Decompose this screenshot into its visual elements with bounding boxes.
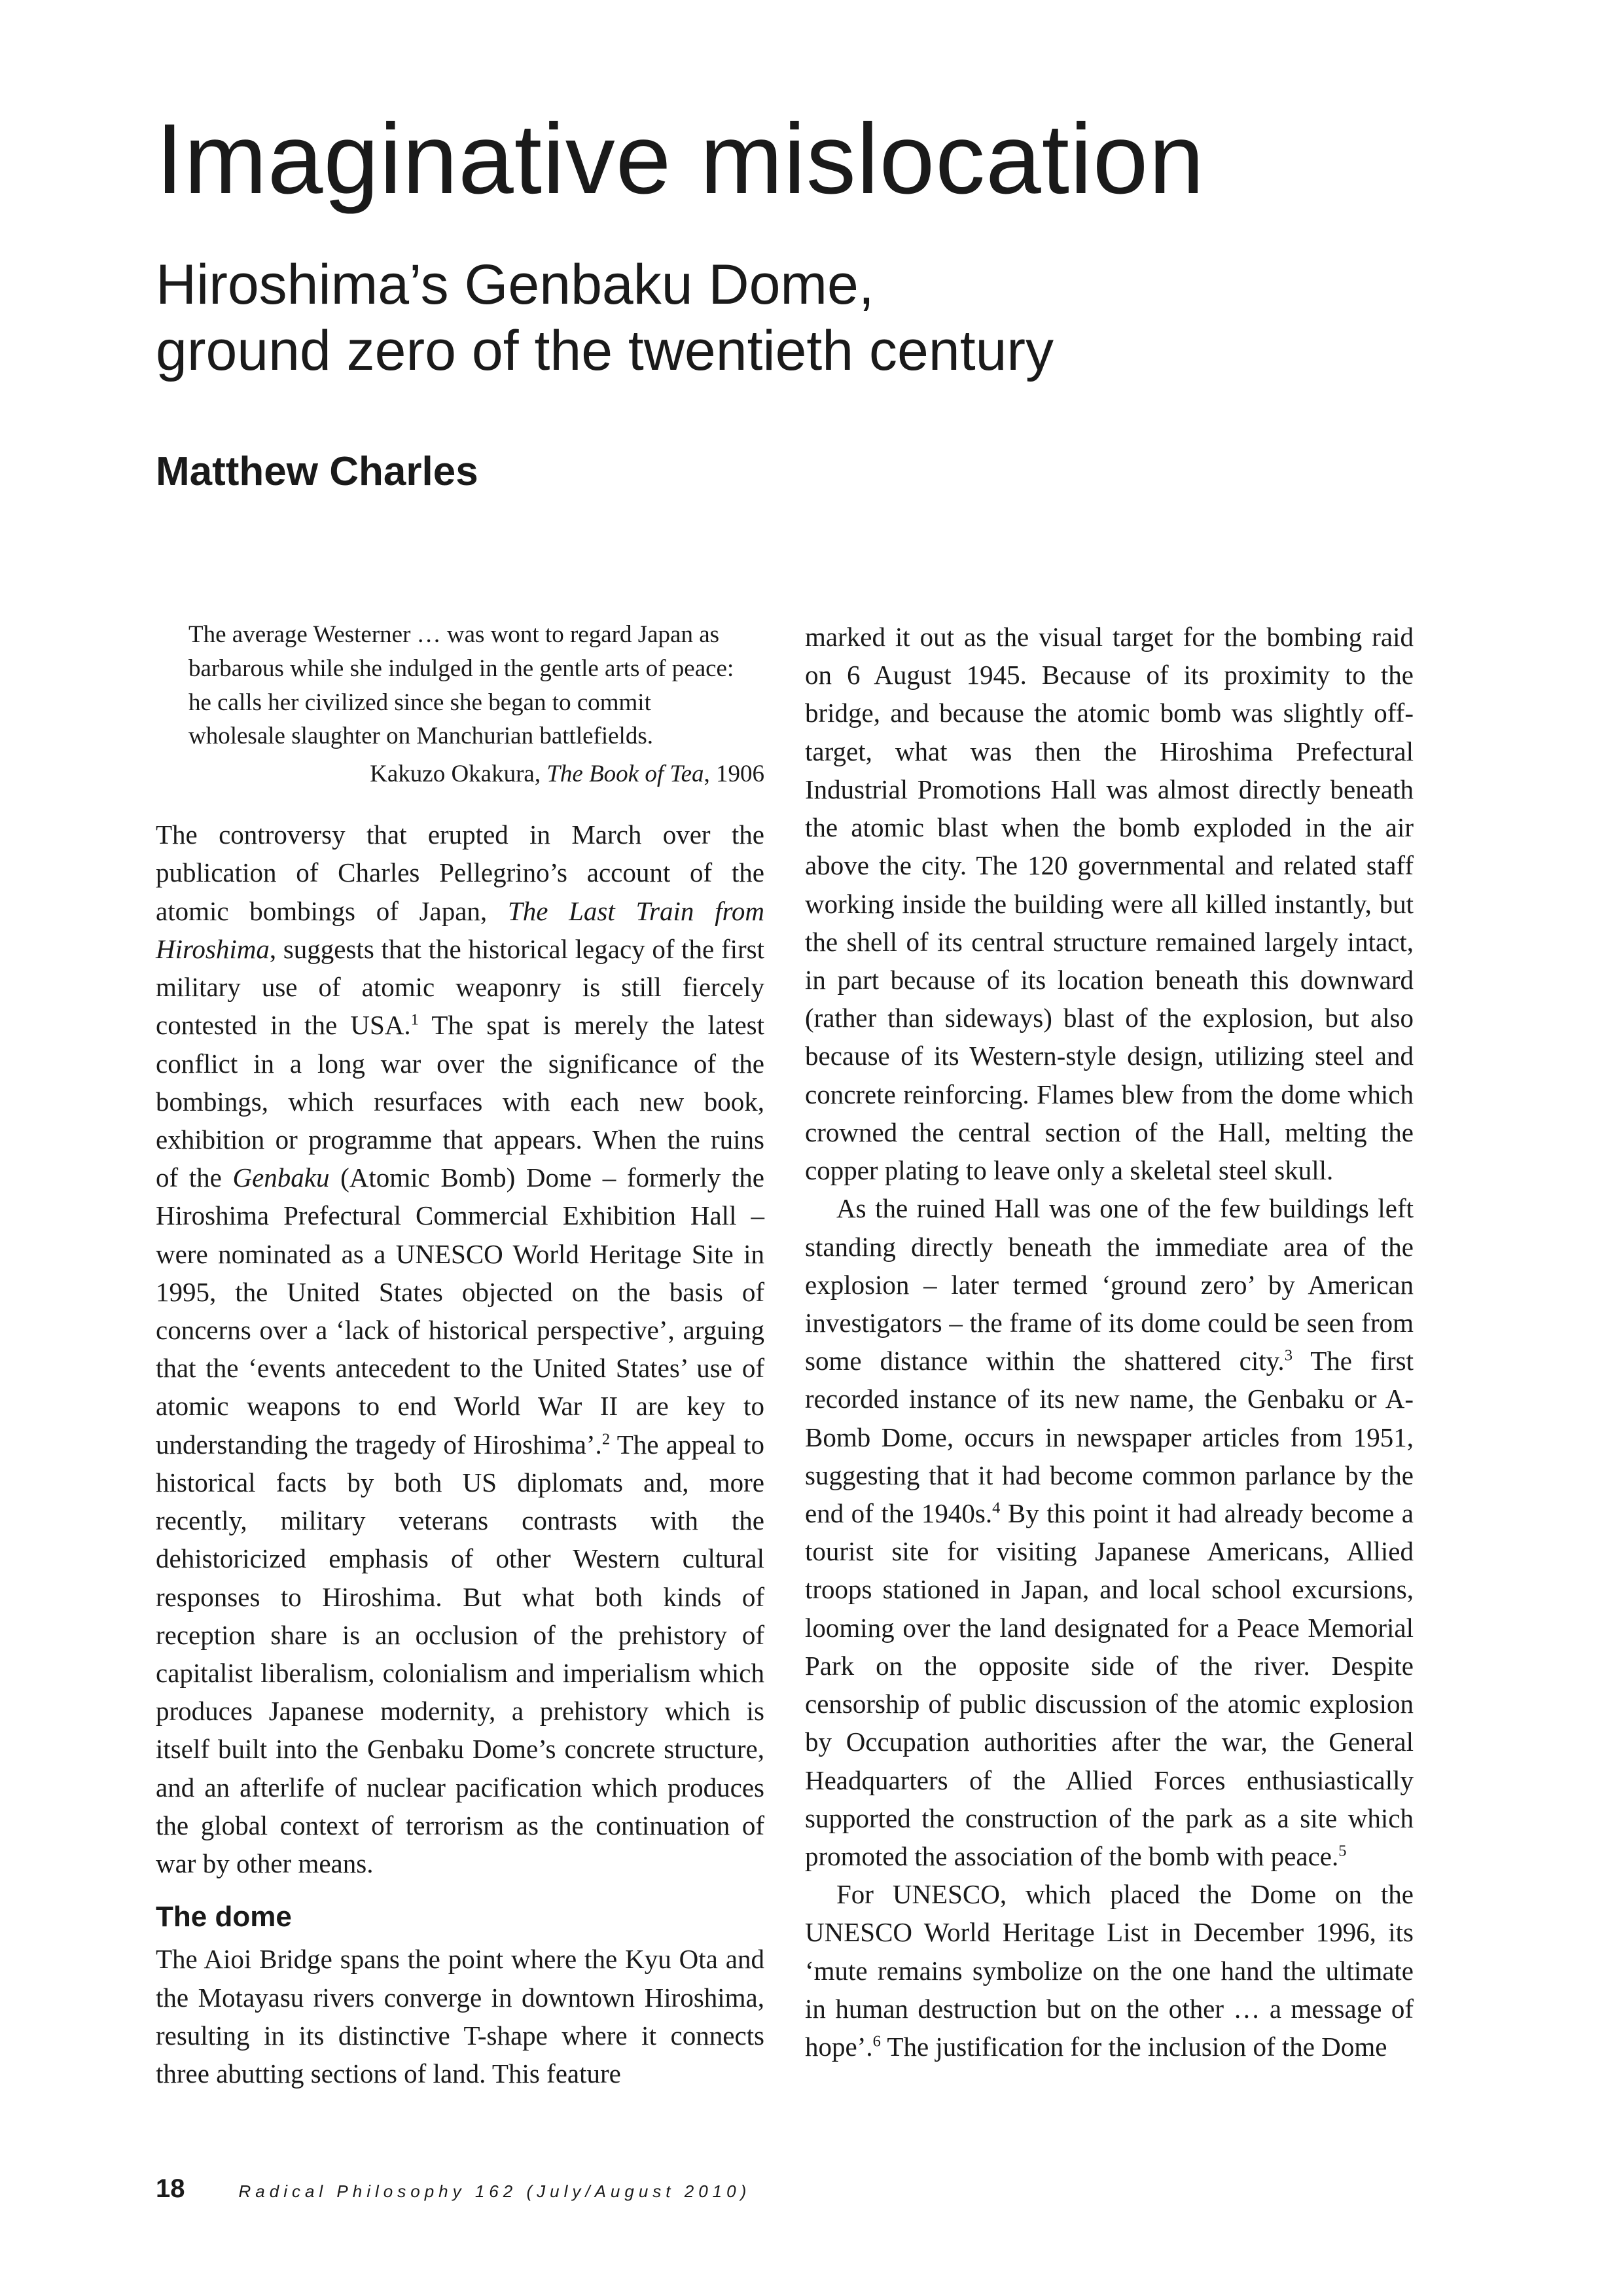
journal-citation: Radical Philosophy 162 (July/August 2010) [238, 2181, 751, 2201]
footnote-ref[interactable]: 4 [992, 1499, 1001, 1517]
epigraph-source-year: , 1906 [704, 761, 764, 788]
left-column [156, 618, 764, 2092]
subtitle-line-2: ground zero of the twentieth century [156, 319, 1054, 383]
epigraph-source-author: Kakuzo Okakura, [370, 761, 541, 788]
epigraph-quote: The average Westerner … was wont to regard Japan as barbarous while she indulged in the gentle arts of peace: he calls her civilized since she began to commit wholesale slaughter on Manchurian battlefields. [188, 621, 734, 750]
epigraph [156, 618, 764, 788]
footnote-ref[interactable]: 5 [1338, 1842, 1347, 1860]
footnote-ref[interactable]: 3 [1284, 1346, 1293, 1365]
section-heading: The dome [156, 1901, 292, 1933]
body-paragraph-1: The controversy that erupted in March over the publication of Charles Pellegrino’s account of the atomic bombings of Japan, The Last Train from Hiroshima, suggests that the historical legacy of the first military use of atomic weaponry is still fiercely contested in the USA.$^1$ The spat is merely the latest conflict in a long war over the significance of the bombings, which resurfaces with each new book, exhibition or programme that appears. When the ruins of the Genbaku (Atomic Bomb) Dome – formerly the Hiroshima Prefectural Commercial Exhibition Hall – were nominated as a UNESCO World Heritage Site in 1995, the United States objected on the basis of concerns over a ‘lack of historical perspective’, arguing that the ‘events antecedent to the United States’ use of atomic weapons to end World War II are key to understanding the tragedy of Hiroshima’.$^2$ The appeal to historical facts by both US diplomats and, more recently, military veterans contrasts with the dehistoricized emphasis of other Western cultural responses to Hiroshima. But what both kinds of reception share is an occlusion of the prehistory of capitalist liberalism, colonialism and imperialism which produces Japanese modernity, a prehistory which is itself built into the Genbaku Dome’s concrete structure, and an afterlife of nuclear pacification which produces the global context of terrorism as the continuation of war by other means. [156, 819, 764, 1879]
article-subtitle [156, 252, 1465, 385]
term-genbaku: Genbaku [232, 1162, 330, 1193]
book-title: The Last Train from Hiroshima [156, 895, 764, 964]
subtitle-line-1: Hiroshima’s Genbaku Dome, [156, 253, 874, 316]
right-column [805, 618, 1414, 2066]
epigraph-source [156, 760, 764, 788]
body-paragraph-2: The Aioi Bridge spans the point where the Kyu Ota and the Motayasu rivers converge in downtown Hiroshima, resulting in its distinctive T-shape where it connects three abutting sections of land. This feature [156, 1944, 764, 2089]
body-paragraph-5: For UNESCO, which placed the Dome on the UNESCO World Heritage List in December 1996, its ‘mute remains symbolize on the one hand the ultimate in human destruction but on the other … a message of hope’.$^6$ The justification for the inclusion of the Dome [805, 1879, 1414, 2062]
epigraph-source-title: The Book of Tea [546, 761, 704, 788]
article-title: Imaginative mislocation [156, 103, 1205, 215]
footnote-ref[interactable]: 2 [601, 1430, 611, 1448]
page-footer [156, 2174, 751, 2204]
page-number: 18 [156, 2174, 185, 2203]
footnote-ref[interactable]: 6 [872, 2032, 881, 2051]
footnote-ref[interactable]: 1 [410, 1011, 419, 1029]
body-paragraph-4: As the ruined Hall was one of the few buildings left standing directly beneath the immediate area of the explosion – later termed ‘ground zero’ by American investigators – the frame of its dome could be seen from some distance within the shattered city.$^3$ The first recorded instance of its new name, the Genbaku or A-Bomb Dome, occurs in newspaper articles from 1951, suggesting that it had become common parlance by the end of the 1940s.$^4$ By this point it had already become a tourist site for visiting Japanese Americans, Allied troops stationed in Japan, and local school excursions, looming over the land designated for a Peace Memorial Park on the opposite side of the river. Despite censorship of public discussion of the atomic explosion by Occupation authorities after the war, the General Headquarters of the Allied Forces enthusiastically supported the construction of the park as a site which promoted the association of the bomb with peace.$^5$ [805, 1193, 1414, 1871]
body-paragraph-3: marked it out as the visual target for the bombing raid on 6 August 1945. Because of its proximity to the bridge, and because the atomic bomb was slightly off-target, what was then the Hiroshima Prefectural Industrial Promotions Hall was almost directly beneath the atomic blast when the bomb exploded in the air above the city. The 120 governmental and related staff working inside the building were all killed instantly, but the shell of its central structure remained largely intact, in part because of its location beneath this downward (rather than sideways) blast of the explosion, but also because of its Western-style design, utilizing steel and concrete reinforcing. Flames blew from the dome which crowned the central section of the Hall, melting the copper plating to leave only a skeletal steel skull. [805, 622, 1414, 1186]
author-name: Matthew Charles [156, 449, 478, 494]
